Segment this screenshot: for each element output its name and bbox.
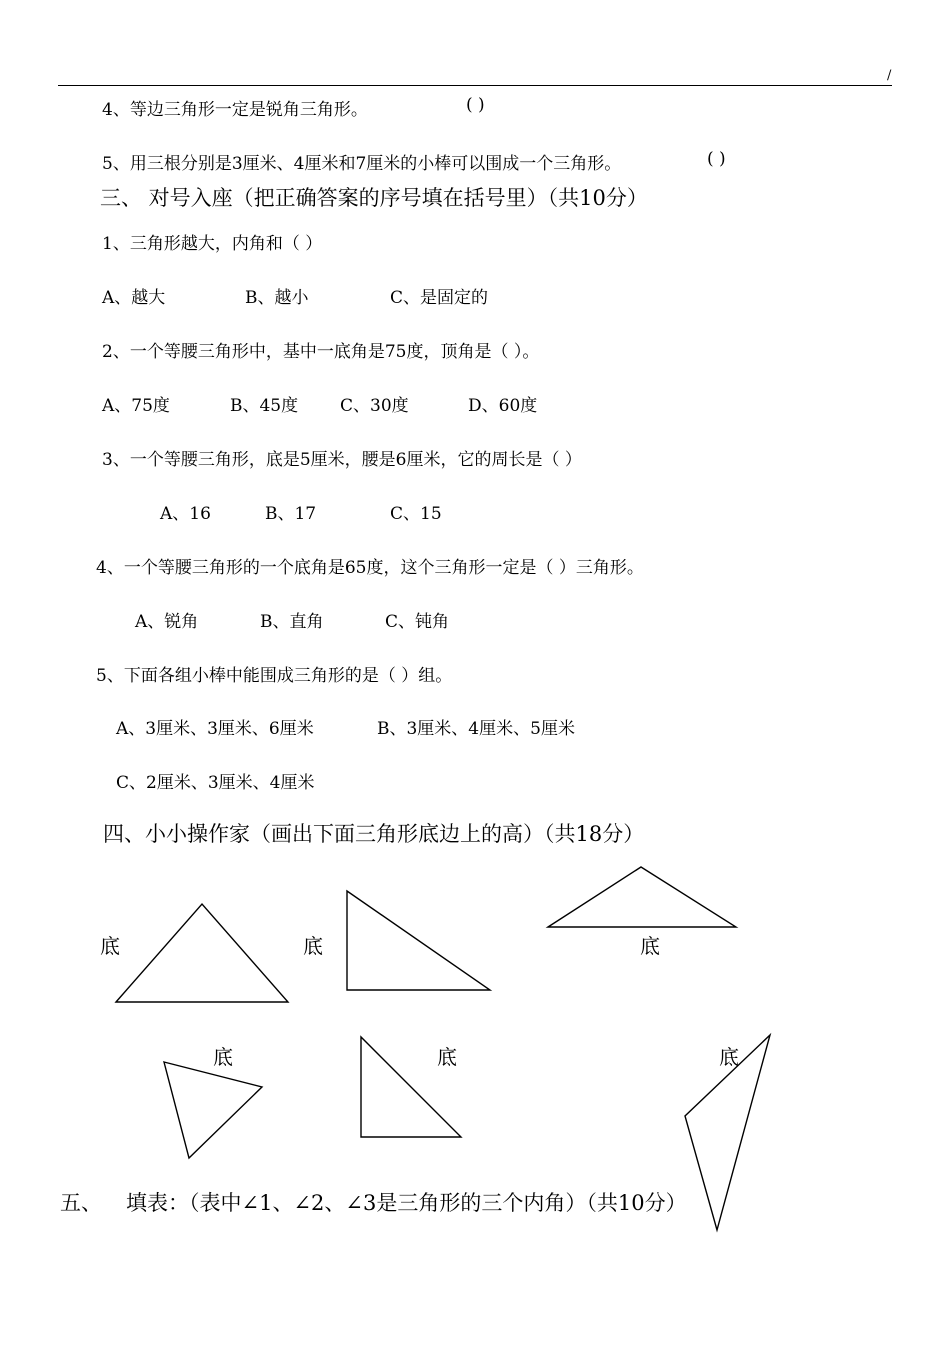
base-label-2: 底 (303, 934, 323, 958)
s3-q3-option-c[interactable]: C、15 (390, 504, 442, 524)
s3-q5-option-c[interactable]: C、2厘米、3厘米、4厘米 (116, 773, 315, 793)
section-5-number: 五、 (60, 1191, 102, 1215)
s3-q5-option-b[interactable]: B、3厘米、4厘米、5厘米 (377, 719, 575, 739)
section-3-title: 三、 对号入座（把正确答案的序号填在括号里）（共10分） (100, 186, 648, 210)
s3-question-3: 3、一个等腰三角形，底是5厘米，腰是6厘米，它的周长是（ ） (102, 450, 582, 470)
section-5-title: 填表：（表中∠1、∠2、∠3是三角形的三个内角）（共10分） (126, 1191, 687, 1215)
triangle-2 (347, 891, 490, 990)
s3-question-1: 1、三角形越大，内角和（ ） (102, 234, 323, 254)
triangle-3 (548, 867, 736, 927)
s3-q2-option-d[interactable]: D、60度 (468, 396, 538, 416)
judge-item-5: 5、用三根分别是3厘米、4厘米和7厘米的小棒可以围成一个三角形。 (102, 154, 622, 174)
s3-q1-option-c[interactable]: C、是固定的 (390, 288, 489, 308)
s3-question-5: 5、下面各组小棒中能围成三角形的是（ ）组。 (96, 666, 453, 686)
judge-item-4-blank[interactable]: ( ) (466, 95, 485, 115)
base-label-1: 底 (100, 934, 120, 958)
s3-q1-option-a[interactable]: A、越大 (102, 288, 166, 308)
base-label-3: 底 (640, 934, 660, 958)
section-4-title: 四、小小操作家（画出下面三角形底边上的高）（共18分） (103, 822, 645, 846)
base-label-6: 底 (719, 1045, 739, 1069)
s3-q2-option-c[interactable]: C、30度 (340, 396, 409, 416)
s3-question-2: 2、一个等腰三角形中，基中一底角是75度，顶角是（ ）。 (102, 342, 540, 362)
judge-item-5-blank[interactable]: ( ) (707, 149, 726, 169)
s3-q3-option-a[interactable]: A、16 (160, 504, 211, 524)
s3-q3-option-b[interactable]: B、17 (265, 504, 317, 524)
triangle-1 (116, 904, 288, 1002)
s3-q4-option-b[interactable]: B、直角 (260, 612, 324, 632)
s3-q1-option-b[interactable]: B、越小 (245, 288, 309, 308)
s3-q2-option-b[interactable]: B、45度 (230, 396, 299, 416)
s3-question-4: 4、一个等腰三角形的一个底角是65度，这个三角形一定是（ ）三角形。 (96, 558, 644, 578)
s3-q4-option-c[interactable]: C、钝角 (385, 612, 450, 632)
s3-q2-option-a[interactable]: A、75度 (102, 396, 170, 416)
triangle-4 (164, 1062, 262, 1158)
base-label-4: 底 (213, 1045, 233, 1069)
base-label-5: 底 (437, 1045, 457, 1069)
s3-q5-option-a[interactable]: A、3厘米、3厘米、6厘米 (116, 719, 314, 739)
s3-q4-option-a[interactable]: A、锐角 (135, 612, 199, 632)
page-marker: / (887, 68, 892, 83)
judge-item-4: 4、等边三角形一定是锐角三角形。 (102, 100, 368, 120)
